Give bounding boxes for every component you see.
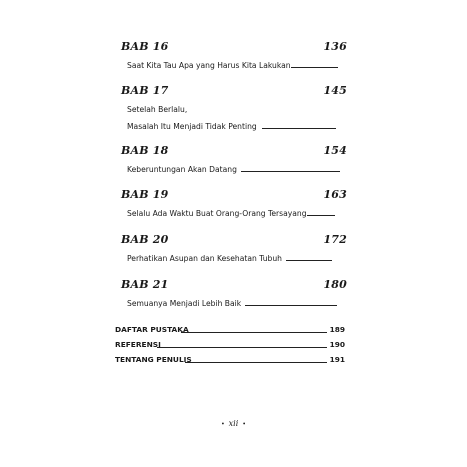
entry-label: TENTANG PENULIS — [115, 355, 192, 364]
chapter-page-number: 145 — [323, 84, 347, 97]
toc-chapter-20[interactable] — [121, 233, 347, 266]
leader-line — [185, 362, 327, 363]
chapter-label: BAB 16 — [121, 40, 169, 53]
entry-page-number: 191 — [329, 355, 345, 364]
leader-line — [291, 58, 338, 68]
toc-chapter-16[interactable] — [121, 40, 347, 73]
chapter-title-line — [127, 162, 345, 177]
leader-line — [241, 162, 340, 172]
chapter-page-number: 163 — [323, 188, 347, 201]
chapter-title-line — [127, 296, 345, 311]
toc-chapter-21[interactable] — [121, 278, 347, 311]
toc-entry-referensi[interactable] — [115, 337, 345, 352]
chapter-label: BAB 17 — [121, 84, 169, 97]
chapter-title: Perhatikan Asupan dan Kesehatan Tubuh — [127, 254, 282, 263]
chapter-page-number: 154 — [323, 144, 347, 157]
chapter-heading — [121, 84, 347, 100]
chapter-heading — [121, 233, 347, 249]
chapter-title-line — [127, 58, 345, 73]
chapter-title-line — [127, 251, 345, 266]
toc-chapter-19[interactable] — [121, 188, 347, 221]
chapter-page-number: 172 — [323, 233, 347, 246]
toc-backmatter — [115, 322, 345, 367]
toc-chapter-18[interactable] — [121, 144, 347, 177]
chapter-title: Selalu Ada Waktu Buat Orang-Orang Tersayang — [127, 209, 307, 218]
toc-entry-daftar-pustaka[interactable] — [115, 322, 345, 337]
entry-page-number: 189 — [329, 325, 345, 334]
folio-separator: • — [221, 420, 225, 428]
folio-page-number: xii — [228, 419, 239, 428]
chapter-label: BAB 19 — [121, 188, 169, 201]
leader-line — [262, 119, 336, 129]
chapter-page-number: 180 — [323, 278, 347, 291]
chapter-heading — [121, 278, 347, 294]
chapter-title: Setelah Berlalu, — [127, 105, 188, 114]
leader-line — [307, 206, 335, 216]
chapter-page-number: 136 — [323, 40, 347, 53]
chapter-title-line — [127, 102, 345, 117]
chapter-title-line — [127, 206, 345, 221]
chapter-title: Saat Kita Tau Apa yang Harus Kita Lakukan — [127, 61, 291, 70]
page-folio — [0, 419, 467, 428]
folio-separator: • — [242, 420, 246, 428]
entry-label: REFERENSI — [115, 340, 161, 349]
chapter-label: BAB 21 — [121, 278, 169, 291]
leader-line — [245, 296, 337, 306]
toc-chapter-17[interactable] — [121, 84, 347, 134]
chapter-label: BAB 18 — [121, 144, 169, 157]
leader-line — [286, 251, 332, 261]
chapter-heading — [121, 188, 347, 204]
chapter-heading — [121, 40, 347, 56]
chapter-title: Keberuntungan Akan Datang — [127, 165, 237, 174]
entry-page-number: 190 — [329, 340, 345, 349]
chapter-title-line — [127, 119, 345, 134]
leader-line — [181, 332, 327, 333]
entry-label: DAFTAR PUSTAKA — [115, 325, 189, 334]
chapter-label: BAB 20 — [121, 233, 169, 246]
toc-entry-tentang-penulis[interactable] — [115, 352, 345, 367]
chapter-title: Semuanya Menjadi Lebih Baik — [127, 299, 242, 308]
leader-line — [157, 347, 327, 348]
chapter-heading — [121, 144, 347, 160]
chapter-title: Masalah Itu Menjadi Tidak Penting — [127, 122, 257, 131]
